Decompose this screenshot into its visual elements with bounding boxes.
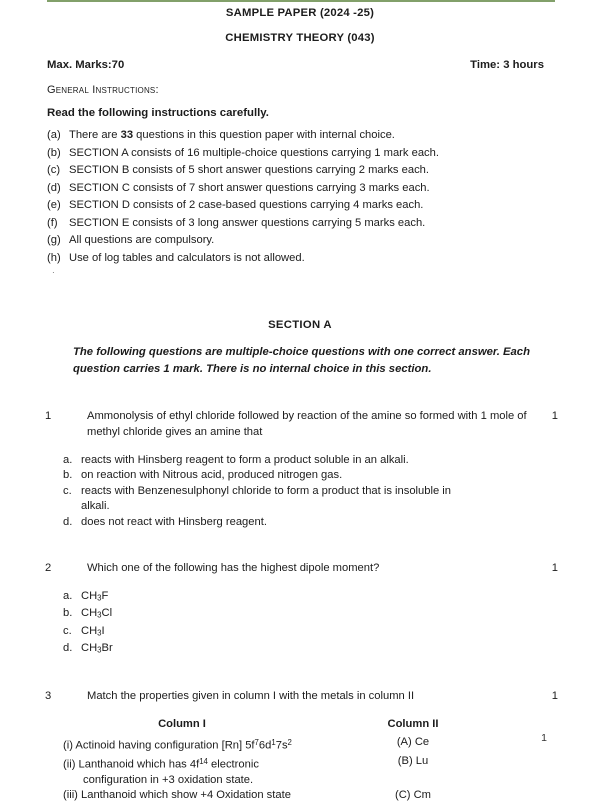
match-table-header bbox=[63, 717, 600, 733]
column-ii-header: Column II bbox=[387, 718, 439, 731]
option-text: reacts with Benzenesulphonyl chloride to form a product that is insoluble in alkali. bbox=[81, 484, 452, 513]
read-instructions-heading: Read the following instructions carefully. bbox=[47, 107, 269, 119]
option-tag: c. bbox=[63, 484, 72, 497]
option-item[interactable] bbox=[63, 468, 600, 483]
option-tag: a. bbox=[63, 590, 73, 603]
match-table-row bbox=[63, 735, 600, 754]
formula-base: CH bbox=[81, 641, 98, 654]
column-i-header: Column I bbox=[158, 718, 206, 731]
formula-base: CH bbox=[81, 607, 98, 620]
match-left-text-cont: configuration in +3 oxidation state. bbox=[83, 773, 254, 786]
question-row bbox=[0, 408, 600, 440]
option-item[interactable] bbox=[63, 589, 600, 606]
option-text: reacts with Hinsberg reagent to form a product soluble in an alkali. bbox=[81, 454, 409, 466]
instruction-tag: (a) bbox=[47, 129, 61, 141]
questions-container bbox=[0, 408, 600, 804]
instruction-text: SECTION A consists of 16 multiple-choice questions carrying 1 mark each. bbox=[69, 146, 439, 159]
instruction-item bbox=[47, 180, 600, 198]
match-left-text: (i) Actinoid having configuration [Rn] $5f^76d^17s^2$ bbox=[63, 737, 292, 752]
match-right-cell: (B) Lu bbox=[397, 754, 429, 767]
question-body bbox=[87, 408, 532, 440]
question-mark: 1 bbox=[551, 410, 558, 422]
option-item[interactable] bbox=[63, 606, 600, 623]
general-instructions-label: General Instructions: bbox=[47, 84, 159, 96]
option-formula bbox=[81, 589, 461, 606]
instruction-item bbox=[47, 162, 600, 180]
question-stem: Match the properties given in column I with the metals in column II bbox=[87, 690, 415, 703]
section-a-heading: SECTION A bbox=[268, 319, 332, 331]
question-number: 3 bbox=[45, 690, 52, 703]
instruction-item bbox=[47, 250, 600, 268]
question-number: 2 bbox=[45, 562, 52, 575]
formula-element: Cl bbox=[101, 607, 113, 620]
question-body bbox=[87, 560, 532, 576]
instruction-text: SECTION E consists of 3 long answer questions carrying 5 marks each. bbox=[69, 216, 426, 229]
match-left-text: (iii) Lanthanoid which show +4 Oxidation state bbox=[63, 789, 291, 802]
instruction-item bbox=[47, 232, 600, 250]
question-block bbox=[0, 408, 600, 530]
instruction-text: SECTION D consists of 2 case-based questions carrying 4 marks each. bbox=[69, 199, 424, 211]
option-tag: d. bbox=[63, 641, 73, 654]
instruction-emphasis: 33 bbox=[120, 129, 134, 141]
option-item[interactable] bbox=[63, 515, 600, 530]
match-right-cell: (A) Ce bbox=[396, 735, 430, 748]
option-item[interactable] bbox=[63, 624, 600, 641]
option-tag: b. bbox=[63, 469, 73, 482]
instruction-item bbox=[47, 215, 600, 233]
time-label: Time: 3 hours bbox=[470, 59, 544, 71]
match-right-cell: (C) Cm bbox=[394, 789, 432, 802]
option-tag: b. bbox=[63, 607, 73, 620]
formula-subscript: 3 bbox=[97, 611, 102, 621]
instruction-tag: (d) bbox=[47, 181, 61, 194]
formula-base: CH bbox=[81, 624, 98, 637]
option-item[interactable] bbox=[63, 453, 600, 468]
match-left-cell bbox=[63, 735, 353, 754]
instruction-text: Use of log tables and calculators is not allowed. bbox=[69, 251, 305, 264]
instruction-item bbox=[47, 145, 600, 163]
instruction-tag: (g) bbox=[47, 234, 61, 246]
option-item[interactable] bbox=[63, 484, 600, 515]
formula-subscript: 3 bbox=[97, 628, 102, 638]
instructions-list bbox=[0, 127, 600, 267]
match-left-text: (ii) Lanthanoid which has $4f^{14}$ electronic bbox=[63, 756, 259, 771]
option-tag: a. bbox=[63, 454, 73, 466]
formula-subscript: 3 bbox=[97, 645, 102, 655]
max-marks-label: Max. Marks:70 bbox=[47, 59, 125, 71]
option-tag: d. bbox=[63, 515, 73, 528]
formula-option-list bbox=[0, 589, 600, 658]
question-block bbox=[0, 688, 600, 804]
marks-time-row bbox=[0, 59, 600, 71]
page-title: SAMPLE PAPER (2024 -25) bbox=[225, 7, 375, 19]
stray-mark: · bbox=[52, 268, 55, 277]
question-block bbox=[0, 560, 600, 658]
page-subtitle: CHEMISTRY THEORY (043) bbox=[225, 32, 375, 44]
option-formula bbox=[81, 641, 461, 658]
section-a-note: The following questions are multiple-choice questions with one correct answer. Each question carries 1 mark. There is no internal choice in this section. bbox=[73, 346, 530, 375]
option-list bbox=[0, 453, 600, 530]
match-table bbox=[0, 717, 600, 804]
instruction-text: SECTION C consists of 7 short answer questions carrying 3 marks each. bbox=[69, 181, 430, 194]
option-item[interactable] bbox=[63, 641, 600, 658]
option-formula bbox=[81, 606, 461, 623]
instruction-tag: (e) bbox=[47, 199, 61, 211]
question-number: 1 bbox=[45, 410, 52, 422]
formula-subscript: 3 bbox=[97, 593, 102, 603]
instruction-text: SECTION B consists of 5 short answer questions carrying 2 marks each. bbox=[69, 164, 430, 176]
question-stem: Which one of the following has the highest dipole moment? bbox=[87, 562, 380, 575]
instruction-item bbox=[47, 197, 600, 215]
question-body bbox=[87, 688, 532, 704]
question-row bbox=[0, 560, 600, 576]
option-text: does not react with Hinsberg reagent. bbox=[81, 515, 267, 528]
instruction-text: All questions are compulsory. bbox=[69, 234, 215, 246]
instruction-item bbox=[47, 127, 600, 145]
formula-element: Br bbox=[101, 641, 113, 654]
formula-element: I bbox=[101, 624, 105, 637]
question-mark: 1 bbox=[551, 690, 558, 703]
instruction-tag: (b) bbox=[47, 146, 61, 159]
instruction-tag: (h) bbox=[47, 251, 61, 264]
instruction-tag: (f) bbox=[47, 216, 58, 229]
match-left-cell bbox=[63, 788, 353, 804]
option-formula bbox=[81, 624, 461, 641]
page-number: 1 bbox=[541, 732, 547, 744]
question-mark: 1 bbox=[551, 562, 558, 575]
option-text: on reaction with Nitrous acid, produced nitrogen gas. bbox=[81, 469, 343, 482]
formula-base: CH bbox=[81, 590, 98, 603]
option-tag: c. bbox=[63, 624, 72, 637]
question-stem: Ammonolysis of ethyl chloride followed by reaction of the amine so formed with 1 mole of methyl chloride gives an amine that bbox=[87, 410, 527, 438]
question-row bbox=[0, 688, 600, 704]
formula-element: F bbox=[101, 590, 109, 603]
match-table-row bbox=[63, 788, 600, 804]
instruction-tag: (c) bbox=[47, 164, 61, 176]
instruction-text: There are 33 questions in this question paper with internal choice. bbox=[69, 129, 395, 141]
